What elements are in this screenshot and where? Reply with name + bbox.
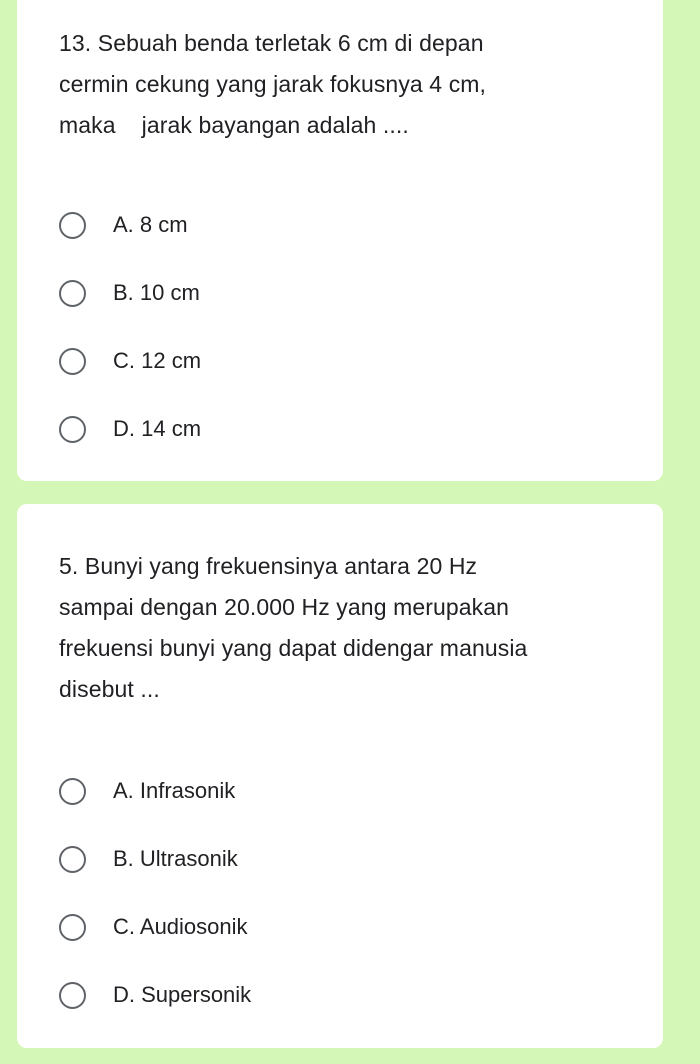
option-a[interactable] <box>59 191 633 259</box>
question-card <box>17 504 663 1048</box>
option-label: C. 12 cm <box>113 348 202 373</box>
option-d[interactable] <box>59 961 633 1029</box>
options-list <box>59 191 633 463</box>
option-label: A. Infrasonik <box>113 778 236 803</box>
option-b[interactable] <box>59 259 633 327</box>
option-a[interactable] <box>59 757 633 825</box>
radio-button-icon[interactable] <box>59 212 86 239</box>
options-list <box>59 757 633 1029</box>
option-label: B. 10 cm <box>113 280 200 305</box>
radio-button-icon[interactable] <box>59 778 86 805</box>
radio-button-icon[interactable] <box>59 914 86 941</box>
option-label: A. 8 cm <box>113 212 188 237</box>
radio-button-icon[interactable] <box>59 280 86 307</box>
option-label: C. Audiosonik <box>113 914 248 939</box>
question-text: 13. Sebuah benda terletak 6 cm di depan cermin cekung yang jarak fokusnya 4 cm, maka jarak bayangan adalah .... <box>59 30 487 138</box>
radio-button-icon[interactable] <box>59 846 86 873</box>
option-label: D. 14 cm <box>113 416 202 441</box>
radio-button-icon[interactable] <box>59 416 86 443</box>
option-d[interactable] <box>59 395 633 463</box>
option-label: B. Ultrasonik <box>113 846 238 871</box>
option-c[interactable] <box>59 893 633 961</box>
option-b[interactable] <box>59 825 633 893</box>
question-text: 5. Bunyi yang frekuensinya antara 20 Hz sampai dengan 20.000 Hz yang merupakan frekuensi bunyi yang dapat didengar manusia disebut ... <box>59 553 528 702</box>
radio-button-icon[interactable] <box>59 982 86 1009</box>
option-c[interactable] <box>59 327 633 395</box>
radio-button-icon[interactable] <box>59 348 86 375</box>
question-card <box>17 0 663 481</box>
option-label: D. Supersonik <box>113 982 252 1007</box>
